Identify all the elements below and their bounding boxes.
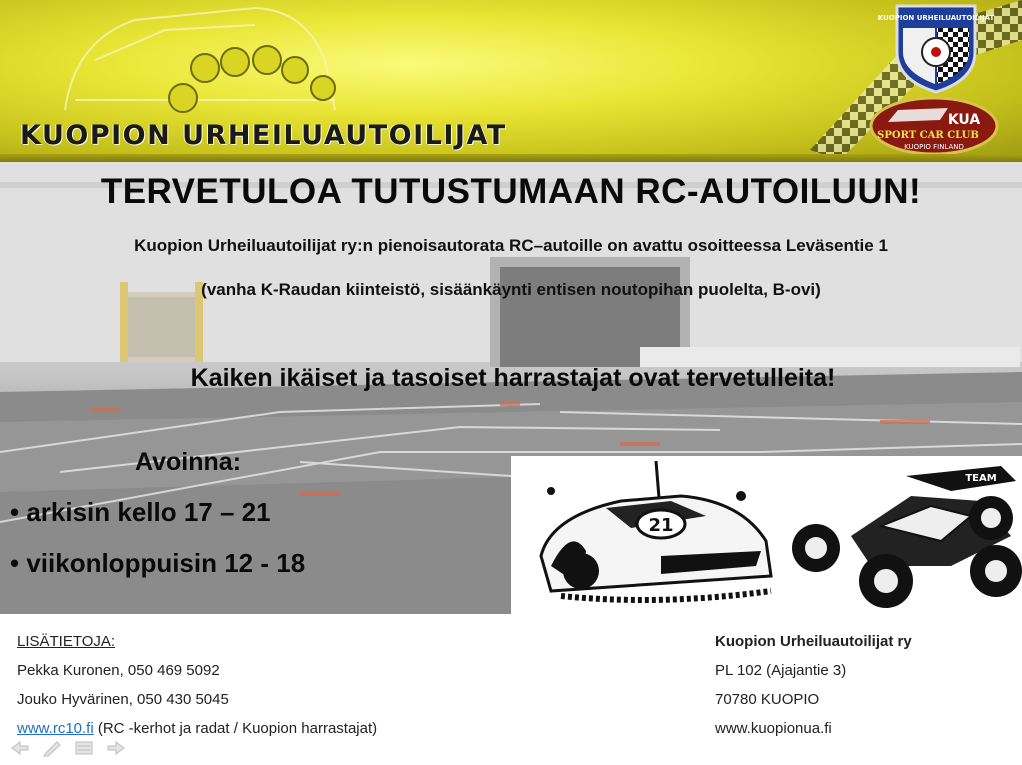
rc-cars-image xyxy=(511,456,1022,614)
svg-text:SPORT CAR CLUB: SPORT CAR CLUB xyxy=(877,130,979,141)
contact-pekka: Pekka Kuronen, 050 469 5092 xyxy=(17,662,220,679)
arrow-right-icon[interactable] xyxy=(106,740,126,756)
pen-icon[interactable] xyxy=(42,740,62,756)
menu-icon[interactable] xyxy=(74,740,94,756)
club-shield-logo xyxy=(877,2,995,94)
info-links-line xyxy=(17,720,377,737)
header-banner xyxy=(0,0,1022,160)
organization-name: Kuopion Urheiluautoilijat ry xyxy=(715,633,912,650)
organization-website: www.kuopionua.fi xyxy=(715,720,832,737)
banner-title: KUOPION URHEILUAUTOILIJAT xyxy=(20,120,507,151)
contact-jouko: Jouko Hyvärinen, 050 430 5045 xyxy=(17,691,229,708)
page-headline: TERVETULOA TUTUSTUMAAN RC-AUTOILUUN! xyxy=(100,172,922,211)
slide-navigation xyxy=(10,740,126,758)
svg-text:KUOPION URHEILUAUTOILIJAT: KUOPION URHEILUAUTOILIJAT xyxy=(877,14,995,22)
banner-divider xyxy=(0,154,1022,162)
address-line-1: PL 102 (Ajajantie 3) xyxy=(715,662,847,679)
kua-sport-car-club-logo xyxy=(868,96,1000,156)
welcome-text: Kaiken ikäiset ja tasoiset harrastajat ovat tervetulleita! xyxy=(190,364,836,392)
intro-text-line-2: (vanha K-Raudan kiinteistö, sisäänkäynti entisen noutopihan puolelta, B-ovi) xyxy=(201,280,821,299)
touring-car-image xyxy=(541,461,771,600)
rally-car-illustration xyxy=(55,0,345,130)
svg-text:KUA: KUA xyxy=(947,112,981,128)
rc10-link[interactable]: www.rc10.fi xyxy=(17,720,94,737)
intro-text-line-1: Kuopion Urheiluautoilijat ry:n pienoisautorata RC–autoille on avattu osoitteessa Leväsentie 1 xyxy=(134,236,888,255)
buggy-car-image xyxy=(792,466,1022,608)
address-line-2: 70780 KUOPIO xyxy=(715,691,820,708)
svg-text:KUOPIO FINLAND: KUOPIO FINLAND xyxy=(904,143,964,151)
svg-text:TEAM: TEAM xyxy=(965,473,997,484)
opening-hours-title: Avoinna: xyxy=(135,448,242,476)
svg-text:21: 21 xyxy=(648,515,674,536)
opening-hours-weekdays: • arkisin kello 17 – 21 xyxy=(10,497,271,527)
link-note: (RC -kerhot ja radat / Kuopion harrastajat) xyxy=(93,720,378,737)
arrow-left-icon[interactable] xyxy=(10,740,30,756)
info-title: LISÄTIETOJA: xyxy=(17,633,116,650)
opening-hours-weekends: • viikonloppuisin 12 - 18 xyxy=(10,548,306,578)
